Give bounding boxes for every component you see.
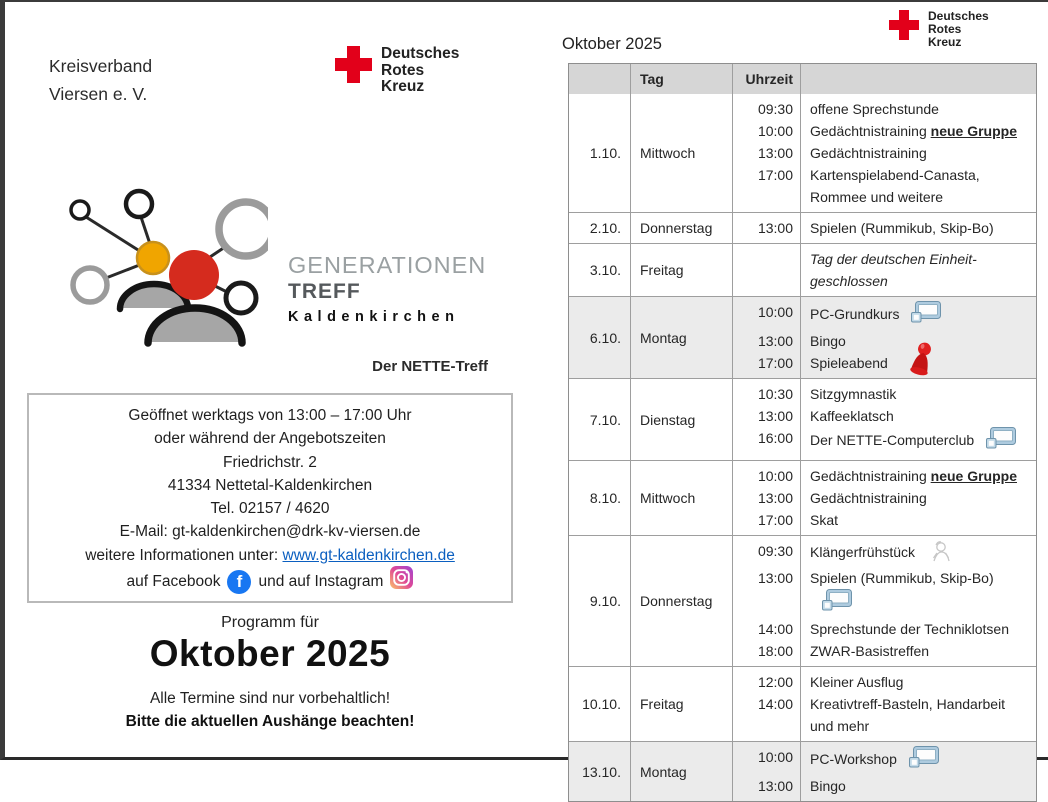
schedule-rows [569, 94, 1036, 801]
entry-activity: Kaffeeklatsch [810, 408, 894, 424]
entry-activity: Tag der deutschen Einheit- geschlossen [810, 251, 977, 289]
entry-time: 10:00 [733, 120, 801, 142]
website-label: weitere Informationen unter: [85, 546, 283, 564]
entry-activity: Spieleabend [801, 352, 1036, 378]
day-cell: Mittwoch [631, 94, 733, 212]
website-link[interactable]: www.gt-kaldenkirchen.de [282, 546, 455, 564]
day-cell: Mittwoch [631, 461, 733, 535]
entry-time [733, 244, 801, 296]
contact-box [27, 393, 513, 603]
entry-time: 10:00 [733, 297, 801, 330]
program-month: Oktober 2025 [149, 633, 391, 674]
entry-time: 10:00 [733, 742, 801, 775]
entry-time: 13:00 [733, 405, 801, 427]
entry-time: 09:30 [733, 94, 801, 120]
entry-activity: Sitzgymnastik [810, 386, 897, 402]
entries-cell [733, 213, 1036, 243]
table-row [569, 460, 1036, 535]
drk-logo-right [889, 10, 989, 50]
entry-activity-highlight: neue Gruppe [930, 468, 1017, 484]
entry-activity: Spielen (Rummikub, Skip-Bo) [801, 567, 1036, 618]
red-cross-icon [889, 10, 919, 40]
entry-time: 13:00 [733, 487, 801, 509]
entries-cell [733, 536, 1036, 666]
table-row [569, 243, 1036, 296]
entries-cell [733, 379, 1036, 460]
city: 41334 Nettetal-Kaldenkirchen [167, 476, 373, 494]
website-line [33, 544, 507, 567]
social-line [33, 570, 507, 594]
facebook-icon: f [227, 570, 251, 594]
schedule-month-title: Oktober 2025 [562, 35, 662, 53]
date-cell: 2.10. [569, 213, 631, 243]
date-cell: 6.10. [569, 297, 631, 378]
entry-time: 13:00 [733, 775, 801, 801]
logo-word-treff: TREFF [288, 280, 361, 303]
day-cell: Montag [631, 297, 733, 378]
entry-activity: PC-Grundkurs [801, 297, 1036, 330]
date-cell: 9.10. [569, 536, 631, 666]
drk-word: Rotes [928, 22, 962, 37]
entry-time: 17:00 [733, 509, 801, 535]
entry-activity: Sprechstunde der Techniklotsen [810, 621, 1009, 637]
red-cross-icon [335, 46, 372, 83]
date-cell: 8.10. [569, 461, 631, 535]
entry-time: 14:00 [733, 693, 801, 741]
date-cell: 13.10. [569, 742, 631, 801]
entry-activity: Gedächtnistraining neue Gruppe [810, 123, 1017, 139]
disclaimer-line1: Alle Termine sind nur vorbehaltlich! [149, 690, 391, 707]
header-time-cell: Uhrzeit [733, 64, 801, 94]
table-row [569, 666, 1036, 741]
entry-activity: Gedächtnistraining [810, 490, 927, 506]
entry-time: 13:00 [733, 330, 801, 352]
drk-logo-left [335, 46, 459, 96]
entry-time: 13:00 [733, 213, 801, 243]
table-row [569, 378, 1036, 460]
disclaimer-line2: Bitte die aktuellen Aushänge beachten! [125, 713, 415, 730]
entry-activity: Klängerfrühstück [801, 536, 1036, 567]
entry-time: 13:00 [733, 567, 801, 618]
entry-activity: PC-Workshop [801, 742, 1036, 775]
generationentreff-logo-graphic [50, 185, 268, 349]
opening-hours-line1: Geöffnet werktags von 13:00 – 17:00 Uhr [128, 407, 412, 424]
entries-cell [733, 461, 1036, 535]
date-cell: 10.10. [569, 667, 631, 741]
street: Friedrichstr. 2 [223, 453, 317, 471]
program-label: Programm für [221, 614, 319, 631]
phone: Tel. 02157 / 4620 [210, 500, 330, 517]
computer-icon [909, 746, 939, 775]
entry-activity: Bingo [810, 333, 846, 349]
computer-icon [911, 301, 941, 330]
logo-word-kaldenkirchen: Kaldenkirchen [288, 309, 460, 325]
day-cell: Montag [631, 742, 733, 801]
header-activity-cell [801, 64, 1036, 94]
entry-activity: Gedächtnistraining [810, 145, 927, 161]
email: E-Mail: gt-kaldenkirchen@drk-kv-viersen.de [119, 523, 421, 541]
entry-activity-highlight: neue Gruppe [930, 123, 1017, 139]
entry-activity: ZWAR-Basistreffen [810, 643, 930, 659]
entries-cell [733, 667, 1036, 741]
entry-activity: offene Sprechstunde [810, 101, 939, 117]
table-row [569, 94, 1036, 212]
table-row [569, 296, 1036, 378]
day-cell: Freitag [631, 667, 733, 741]
date-cell: 7.10. [569, 379, 631, 460]
day-cell: Dienstag [631, 379, 733, 460]
entry-time: 09:30 [733, 536, 801, 567]
day-cell: Donnerstag [631, 536, 733, 666]
entries-cell [733, 297, 1036, 378]
entry-activity: Bingo [810, 778, 846, 794]
computer-icon [986, 427, 1016, 456]
day-cell: Donnerstag [631, 213, 733, 243]
entry-activity: Kartenspielabend-Canasta, Rommee und weitere [810, 167, 980, 205]
entry-activity: Kleiner Ausflug [810, 674, 904, 690]
entry-activity: Gedächtnistraining neue Gruppe [810, 468, 1017, 484]
drk-word: Kreuz [928, 35, 962, 50]
entry-time: 12:00 [733, 667, 801, 693]
logo-word-generationen: GENERATIONEN [288, 252, 487, 278]
entry-time: 18:00 [733, 640, 801, 666]
computer-icon [822, 589, 852, 618]
date-cell: 3.10. [569, 244, 631, 296]
schedule-table [568, 63, 1037, 802]
entries-cell [733, 742, 1036, 801]
entry-time: 17:00 [733, 352, 801, 378]
table-header-row [569, 64, 1036, 94]
header-day-cell: Tag [631, 64, 733, 94]
entry-time: 14:00 [733, 618, 801, 640]
entry-activity: Spielen (Rummikub, Skip-Bo) [810, 220, 994, 236]
org-line2: Viersen e. V. [49, 84, 148, 104]
entry-time: 16:00 [733, 427, 801, 460]
day-cell: Freitag [631, 244, 733, 296]
drk-word: Rotes [381, 61, 425, 79]
entries-cell [733, 94, 1036, 212]
instagram-label: und auf Instagram [258, 573, 384, 591]
entry-time: 10:00 [733, 461, 801, 487]
header-date-cell [569, 64, 631, 94]
instagram-icon [390, 566, 413, 589]
entries-cell [733, 244, 1036, 296]
drk-word: Deutsches [381, 45, 460, 62]
org-name [49, 52, 152, 108]
table-row [569, 535, 1036, 666]
date-cell: 1.10. [569, 94, 631, 212]
facebook-label: auf Facebook [126, 573, 221, 591]
table-row [569, 212, 1036, 243]
generationentreff-logo-text [288, 252, 486, 325]
drk-word: Deutsches [928, 9, 989, 23]
sketch-icon [927, 540, 954, 571]
tagline: Der NETTE-Treff [372, 358, 488, 375]
table-row [569, 741, 1036, 801]
entry-time: 17:00 [733, 164, 801, 212]
opening-hours-line2: oder während der Angebotszeiten [154, 430, 386, 448]
drk-word: Kreuz [381, 78, 425, 96]
entry-time: 10:30 [733, 379, 801, 405]
org-line1: Kreisverband [49, 56, 153, 76]
entry-activity: Skat [810, 512, 839, 528]
entry-activity: Der NETTE-Computerclub [801, 427, 1036, 460]
entry-time: 13:00 [733, 142, 801, 164]
entry-activity: Kreativtreff-Basteln, Handarbeit und mehr [810, 696, 1006, 734]
